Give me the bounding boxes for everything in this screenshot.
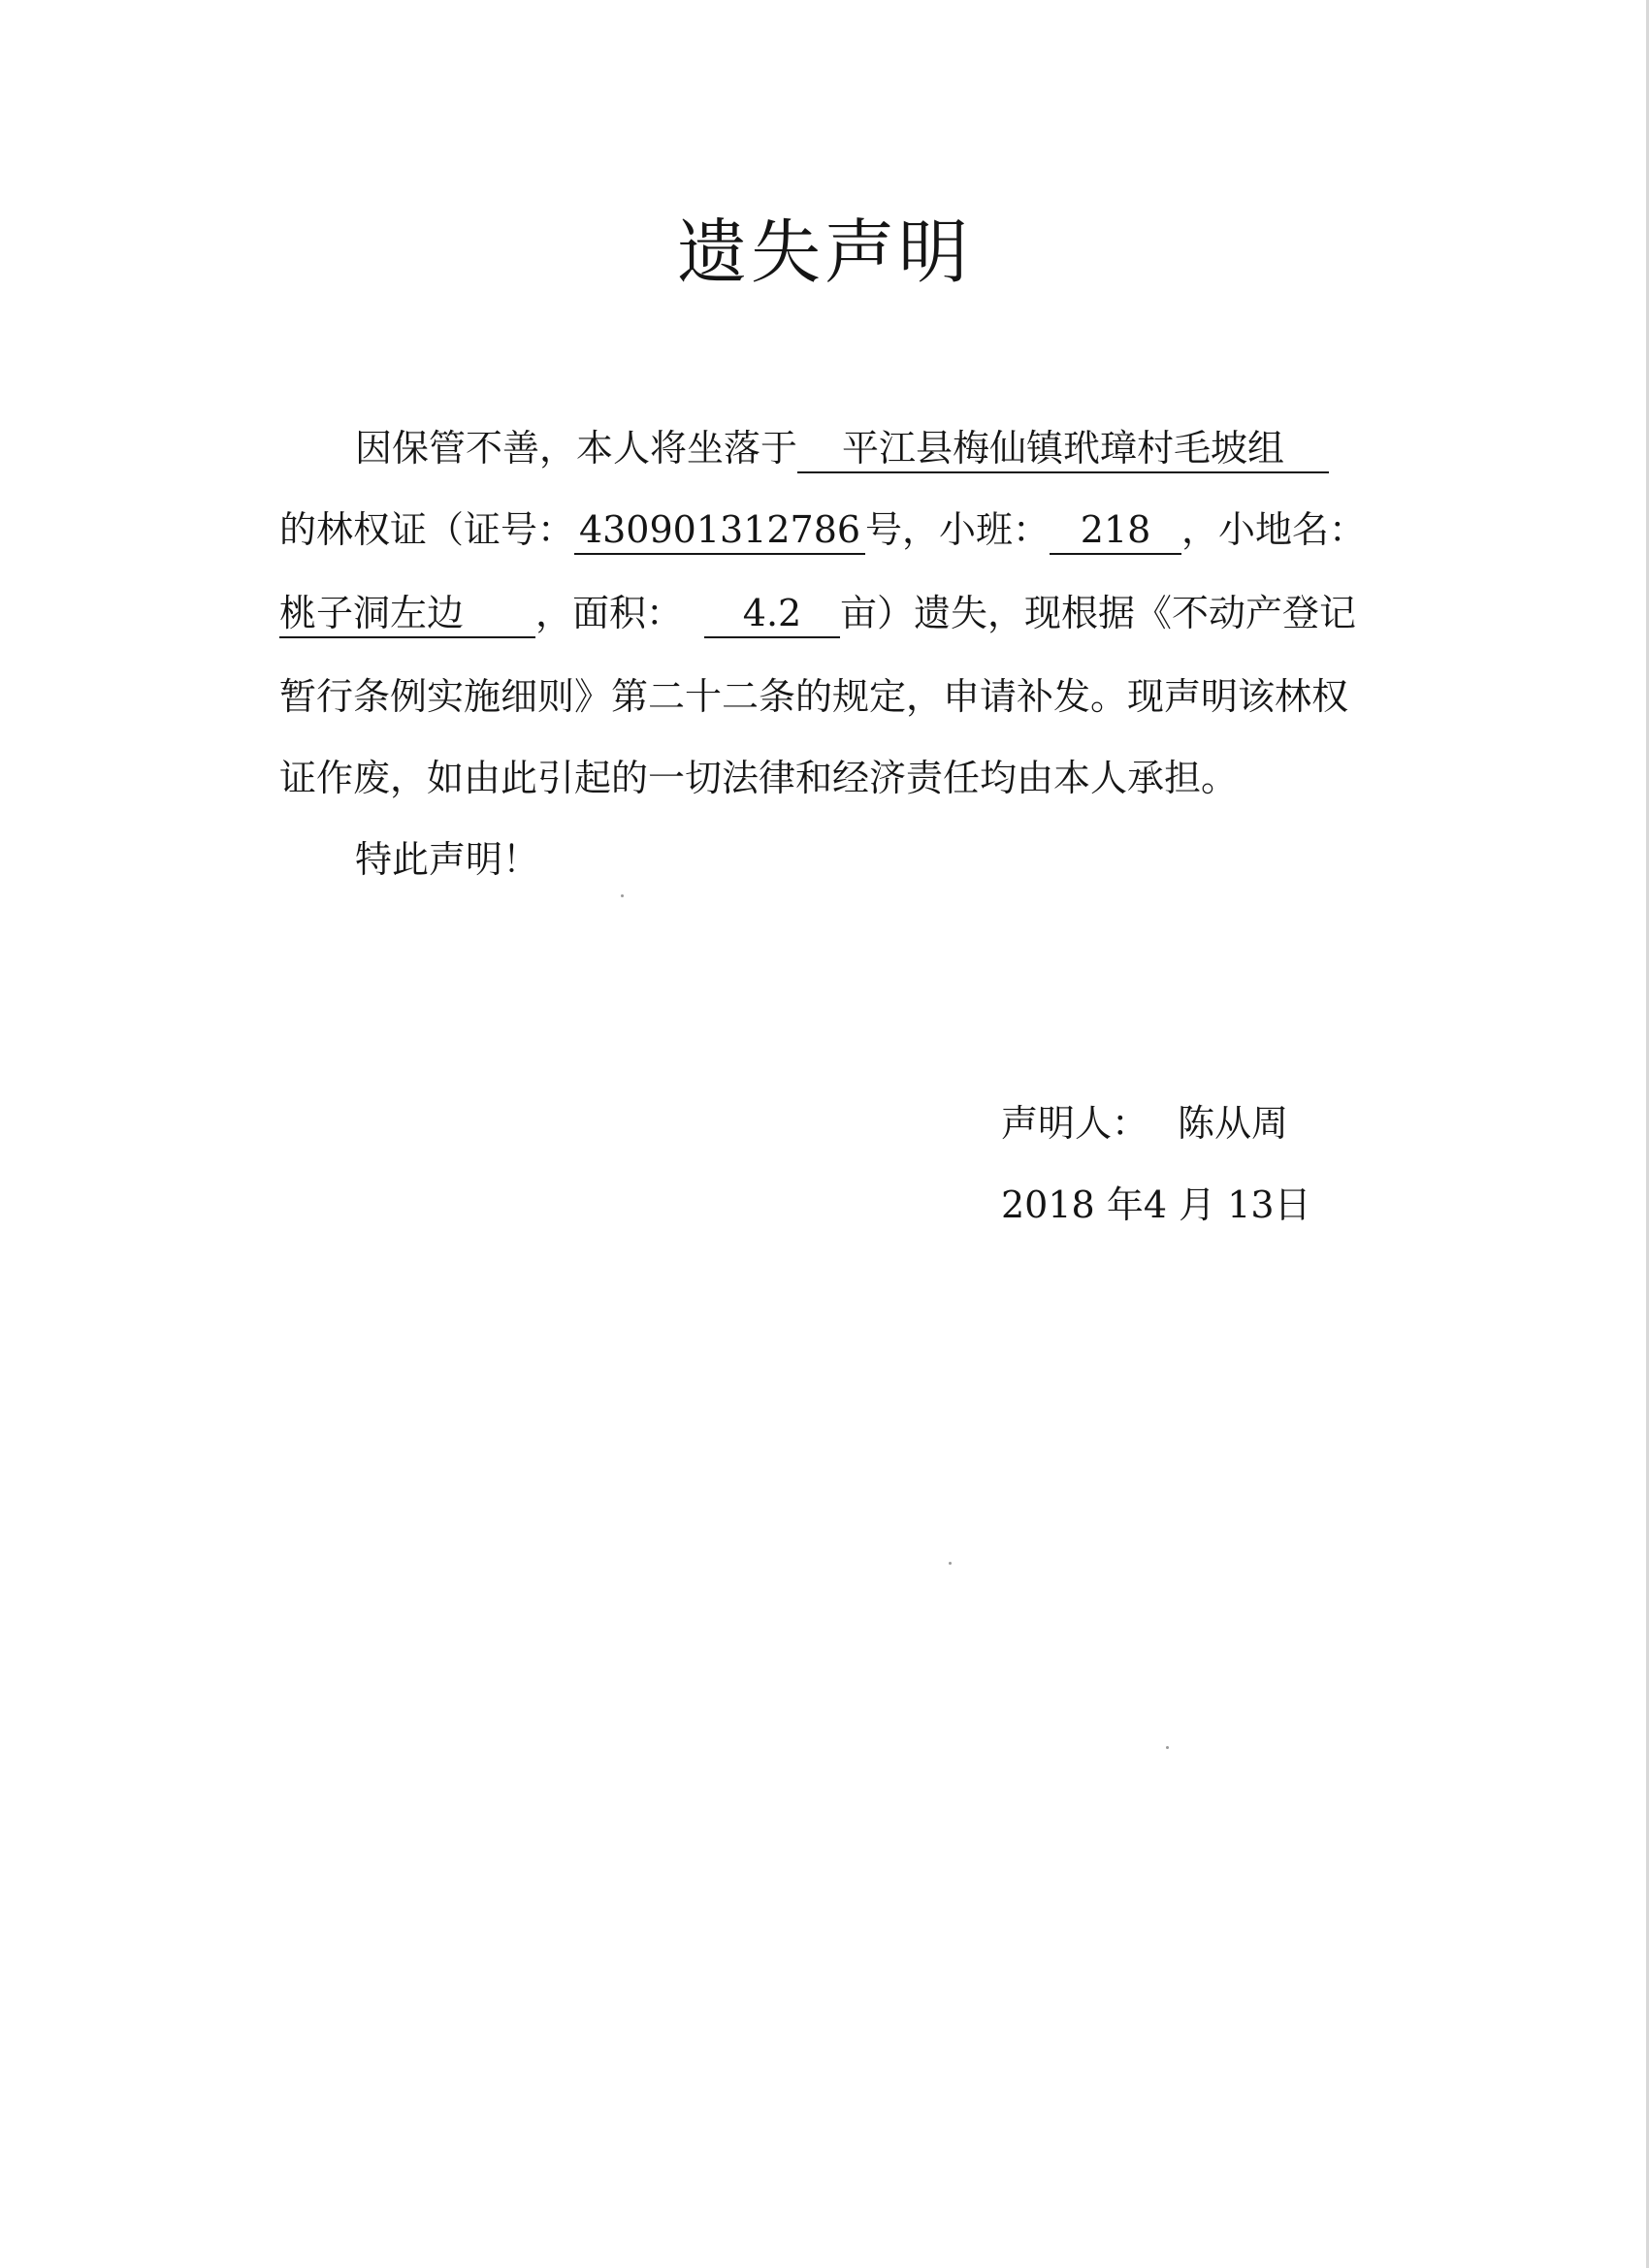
body-line-5 [279,751,1238,805]
cert-number-field: 430901312786 [574,506,865,555]
area-field: 4.2 [704,590,840,638]
scan-speck [949,1562,952,1565]
date-year-unit: 年 [1106,1183,1144,1226]
declarant-name: 陈从周 [1178,1102,1289,1145]
body-text: 证作废，如由此引起的一切法律和经济责任均由本人承担。 [279,757,1239,799]
body-line-2 [279,502,1366,557]
date-year: 2018 [1001,1183,1095,1226]
document-title: 遗失声明 [676,211,972,293]
scan-speck [1166,1746,1169,1749]
closing-line [355,832,539,887]
scan-speck [621,894,624,897]
date-month: 4 [1143,1183,1168,1226]
body-text: 因保管不善，本人将坐落于 [355,427,798,470]
date-day: 13 [1227,1183,1275,1226]
date-line [1001,1178,1311,1232]
body-text: 号，小班： [865,508,1051,551]
body-text: ，小地名： [1181,508,1367,551]
body-text: 亩）遗失，现根据《不动产登记 [840,592,1357,634]
place-name-field: 桃子洞左边 [279,590,535,638]
body-line-3 [279,586,1356,640]
body-text: ，面积： [535,592,684,634]
body-text: 暂行条例实施细则》第二十二条的规定，申请补发。现声明该林权 [279,675,1349,718]
body-line-4 [279,669,1348,724]
date-day-unit: 日 [1274,1183,1311,1226]
block-number-field: 218 [1050,506,1181,555]
closing-text: 特此声明！ [355,838,540,881]
date-month-unit: 月 [1179,1183,1216,1226]
declarant-label: 声明人： [1001,1102,1149,1145]
declarant-line [1001,1096,1288,1150]
location-field: 平江县梅仙镇玳璋村毛坡组 [797,425,1329,473]
body-line-1 [355,421,1329,475]
body-text: 的林权证（证号： [279,508,575,551]
